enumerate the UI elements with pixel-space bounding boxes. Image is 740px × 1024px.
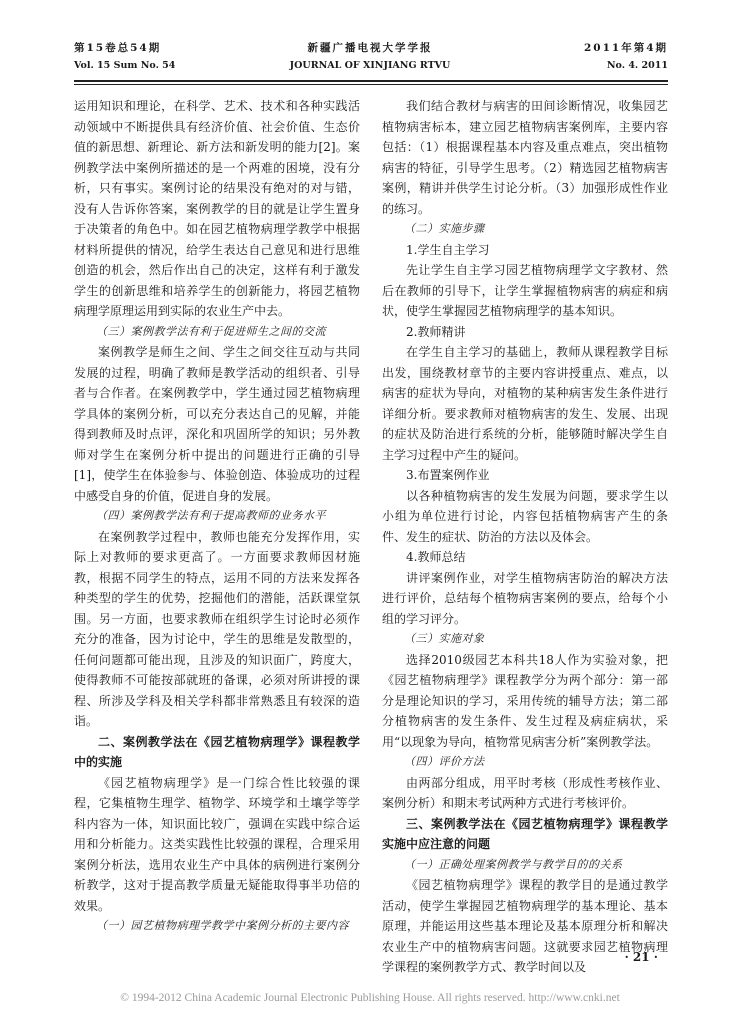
header-issue-en: No. 4. 2011 [606,60,668,71]
step-heading: 2.教师精讲 [406,324,466,339]
header-journal-cn: 新疆广播电视大学学报 [307,42,433,54]
subsection-heading: （四）案例教学法有利于提高教师的业务水平 [96,509,326,522]
section-heading: 三、案例教学法在《园艺植物病理学》课程教学实施中应注意的问题 [382,816,668,851]
copyright-footer: © 1994-2012 China Academic Journal Electronic Publishing House. All rights reserved. http://www.cnki.net [120,992,620,1004]
header-journal [270,40,470,76]
subsection-heading: （三）案例教学法有利于促进师生之间的交流 [96,324,326,338]
paragraph: 由两部分组成，用平时考核（形成性考核作业、案例分析）和期末考试两种方式进行考核评价。 [382,775,668,810]
subsection-heading: （三）实施对象 [404,632,485,645]
paragraph: 以各种植物病害的发生发展为问题，要求学生以小组为单位进行讨论，内容包括植物病害产生的条件、发生的症状、防治的方法以及体会。 [382,488,668,544]
subsection-heading: （二）实施步骤 [404,222,485,235]
paragraph: 运用知识和理论，在科学、艺术、技术和各种实践活动领域中不断提供具有经济价值、社会价值、生态价值的新思想、新理论、新方法和新发明的能力[2]。案例教学法中案例所描述的是一个两难的困境，没有分析，只有事实。案例讨论的结果没有绝对的对与错，没有人告诉你答案，案例教学的目的就是让学生置身于决策者的角色中。如在园艺植物病理学教学中根据材料所提供的情况，给学生表达自己意见和进行思维创造的机会，然后作出自己的决定，这样有利于激发学生的创新思维和培养学生的创新能力，将园艺植物病理学原理运用到实际的农业生产中去。 [74,99,360,318]
step-heading: 4.教师总结 [406,550,466,564]
right-column [382,96,668,978]
subsection-heading: （一）正确处理案例教学与教学目的的关系 [404,857,623,871]
header-issue-cn: 2011年第4期 [583,42,668,54]
header-volume-cn: 第15卷总54期 [74,42,162,54]
paragraph: 《园艺植物病理学》课程的教学目的是通过教学活动，使学生掌握园艺植物病理学的基本理论、基本原理，并能运用这些基本理论及基本原理分析和解决农业生产中的植物病害问题。这就要求园艺植物病理学课程的案例教学方式、教学时间以及 [382,878,668,974]
header-journal-en: JOURNAL OF XINJIANG RTVU [289,60,451,71]
header-rule-thin [74,84,668,85]
paragraph: 我们结合教材与病害的田间诊断情况，收集园艺植物病害标本，建立园艺植物病害案例库，主要内容包括：（1）根据课程基本内容及重点难点，突出植物病害的特征，引导学生思考。（2）精选园艺植物病害案例，精讲并供学生讨论分析。（3）加强形成性作业的练习。 [382,99,668,216]
paragraph: 《园艺植物病理学》是一门综合性比较强的课程，它集植物生理学、植物学、环境学和土壤学等学科内容为一体，知识面比较广，强调在实践中综合运用和分析能力。这类实践性比较强的课程，合理采用案例分析法，选用农业生产中具体的病例进行案例分析教学，这对于提高教学质量无疑能取得事半功倍的效果。 [74,775,360,913]
header-rule-thick [74,80,668,82]
left-column [74,96,360,937]
step-heading: 3.布置案例作业 [406,468,490,482]
paragraph: 在案例教学过程中，教师也能充分发挥作用，实际上对教师的要求更高了。一方面要求教师因材施教，根据不同学生的特点，运用不同的方法来发挥各种类型的学生的优势，挖掘他们的潜能，活跃课堂氛围。另一方面，也要求教师在组织学生讨论时必须作充分的准备，因为讨论中，学生的思维是发散型的，任何问题都可能出现，且涉及的知识面广，跨度大，使得教师不可能按部就班的备课，必须对所讲授的课程、所涉及学科及相关学科都非常熟悉且有较深的造诣。 [74,529,360,728]
header-issue [470,40,668,76]
paragraph: 讲评案例作业，对学生植物病害防治的解决方法进行评价，总结每个植物病害案例的要点，给每个小组的学习评分。 [382,570,668,626]
section-heading: 二、案例教学法在《园艺植物病理学》课程教学中的实施 [74,734,360,769]
header-volume-en: Vol. 15 Sum No. 54 [74,60,176,71]
paragraph: 先让学生自主学习园艺植物病理学文字教材、然后在教师的引导下，让学生掌握植物病害的病症和病状，使学生掌握园艺植物病理学的基本知识。 [382,263,668,318]
header-volume [74,40,274,76]
subsection-heading: （一）园艺植物病理学教学中案例分析的主要内容 [96,919,349,932]
page-number: · 21 · [624,950,658,964]
step-heading: 1.学生自主学习 [406,242,490,257]
paragraph: 案例教学是师生之间、学生之间交往互动与共同发展的过程，明确了教师是教学活动的组织者、引导者与合作者。在案例教学中，学生通过园艺植物病理学具体的案例分析，可以充分表达自己的见解，并能得到教师及时点评，深化和巩固所学的知识；另外教师对学生在案例分析中提出的问题进行正确的引导[1]，使学生在体验参与、体验创造、体验成功的过程中感受自身的价值，促进自身的发展。 [74,345,360,503]
paragraph: 选择2010级园艺本科共18人作为实验对象，把《园艺植物病理学》课程教学分为两个部分：第一部分是理论知识的学习，采用传统的辅导方法；第二部分植物病害的发生条件、发生过程及病症病状，采用“以现象为导向，植物常见病害分析”案例教学法。 [382,652,668,749]
subsection-heading: （四）评价方法 [404,755,485,768]
paragraph: 在学生自主学习的基础上，教师从课程教学目标出发，围绕教材章节的主要内容讲授重点、难点，以病害的症状为导向，对植物的某种病害发生条件进行详细分析。要求教师对植物病害的发生、发展、出现的症状及防治进行系统的分析，能够随时解决学生自主学习过程中产生的疑问。 [382,345,668,462]
